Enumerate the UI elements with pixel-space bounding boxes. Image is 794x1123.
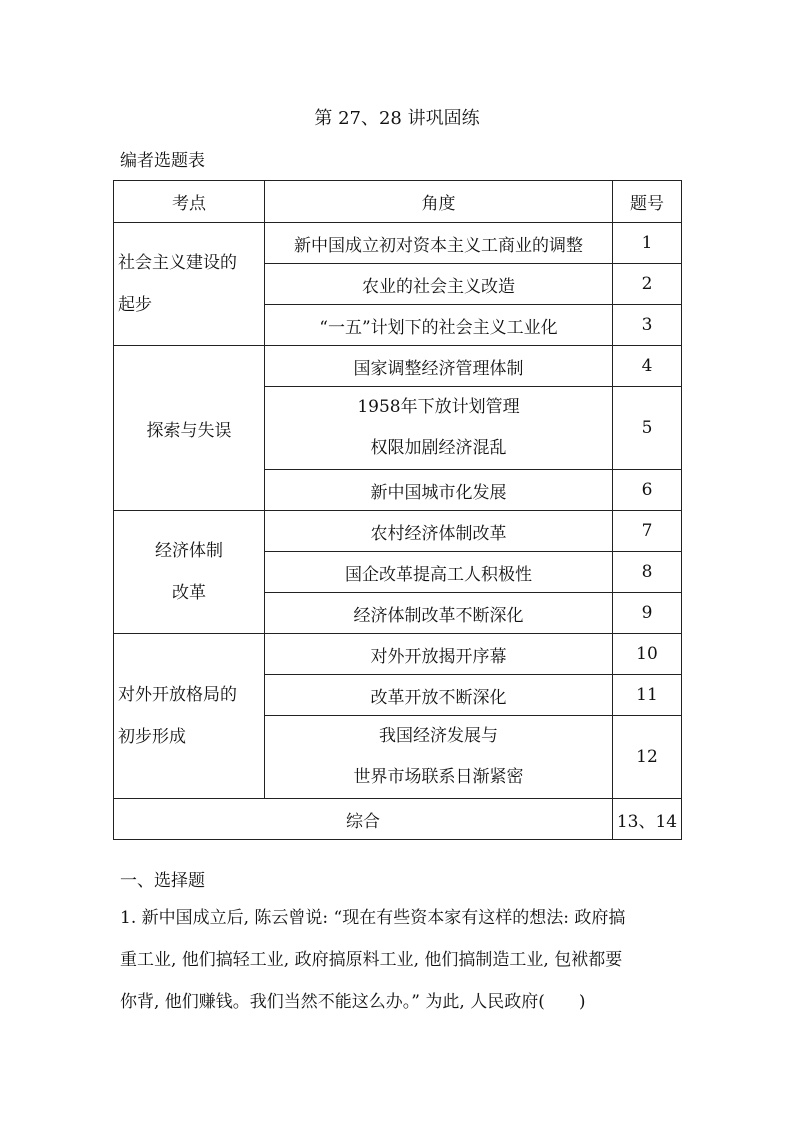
topic-line: 社会主义建设的 xyxy=(118,253,237,273)
topic-cell xyxy=(114,511,265,634)
number-cell: 1 xyxy=(613,223,682,264)
table-row xyxy=(114,223,682,264)
angle-cell: 新中国城市化发展 xyxy=(265,470,613,511)
topic-line: 初步形成 xyxy=(118,727,186,747)
angle-line: 世界市场联系日渐紧密 xyxy=(353,767,524,787)
angle-cell: 新中国成立初对资本主义工商业的调整 xyxy=(265,223,613,264)
summary-label: 综合 xyxy=(114,799,613,840)
number-cell: 9 xyxy=(613,593,682,634)
topic-line: 起步 xyxy=(118,295,152,315)
number-cell: 10 xyxy=(613,634,682,675)
table-row xyxy=(114,634,682,675)
table-row xyxy=(114,511,682,552)
number-cell: 5 xyxy=(613,387,682,470)
angle-cell xyxy=(265,387,613,470)
angle-cell: “一五”计划下的社会主义工业化 xyxy=(265,305,613,346)
angle-cell xyxy=(265,716,613,799)
angle-cell: 对外开放揭开序幕 xyxy=(265,634,613,675)
page-title: 第 27、28 讲巩固练 xyxy=(314,108,480,129)
topic-cell xyxy=(114,346,265,511)
angle-line: 1958年下放计划管理 xyxy=(357,397,520,417)
table-caption: 编者选题表 xyxy=(120,151,205,171)
number-cell: 12 xyxy=(613,716,682,799)
number-cell: 8 xyxy=(613,552,682,593)
number-cell: 11 xyxy=(613,675,682,716)
angle-cell: 国家调整经济管理体制 xyxy=(265,346,613,387)
topic-cell xyxy=(114,634,265,799)
angle-cell: 农村经济体制改革 xyxy=(265,511,613,552)
angle-cell: 农业的社会主义改造 xyxy=(265,264,613,305)
header-angle: 角度 xyxy=(265,181,613,223)
table-header-row xyxy=(114,181,682,223)
angle-cell: 改革开放不断深化 xyxy=(265,675,613,716)
angle-line: 权限加剧经济混乱 xyxy=(370,438,507,458)
number-cell: 4 xyxy=(613,346,682,387)
table-row xyxy=(114,346,682,387)
summary-number: 13、14 xyxy=(613,799,682,840)
topic-selection-table xyxy=(113,180,682,840)
topic-line: 探索与失误 xyxy=(146,420,232,441)
topic-cell xyxy=(114,223,265,346)
header-topic: 考点 xyxy=(114,181,265,223)
angle-line: 我国经济发展与 xyxy=(379,726,498,746)
topic-line: 经济体制 xyxy=(155,541,223,561)
question-1 xyxy=(120,897,680,1023)
topic-line: 对外开放格局的 xyxy=(118,685,237,705)
angle-cell: 经济体制改革不断深化 xyxy=(265,593,613,634)
question-line: 你背, 他们赚钱。我们当然不能这么办。” 为此, 人民政府( ) xyxy=(120,992,586,1012)
section-heading: 一、选择题 xyxy=(120,871,205,891)
question-line: 重工业, 他们搞轻工业, 政府搞原料工业, 他们搞制造工业, 包袱都要 xyxy=(120,950,623,970)
number-cell: 2 xyxy=(613,264,682,305)
number-cell: 3 xyxy=(613,305,682,346)
summary-row xyxy=(114,799,682,840)
number-cell: 6 xyxy=(613,470,682,511)
angle-cell: 国企改革提高工人积极性 xyxy=(265,552,613,593)
topic-line: 改革 xyxy=(172,583,206,603)
header-number: 题号 xyxy=(613,181,682,223)
question-line: 1. 新中国成立后, 陈云曾说: “现在有些资本家有这样的想法: 政府搞 xyxy=(120,908,626,928)
number-cell: 7 xyxy=(613,511,682,552)
